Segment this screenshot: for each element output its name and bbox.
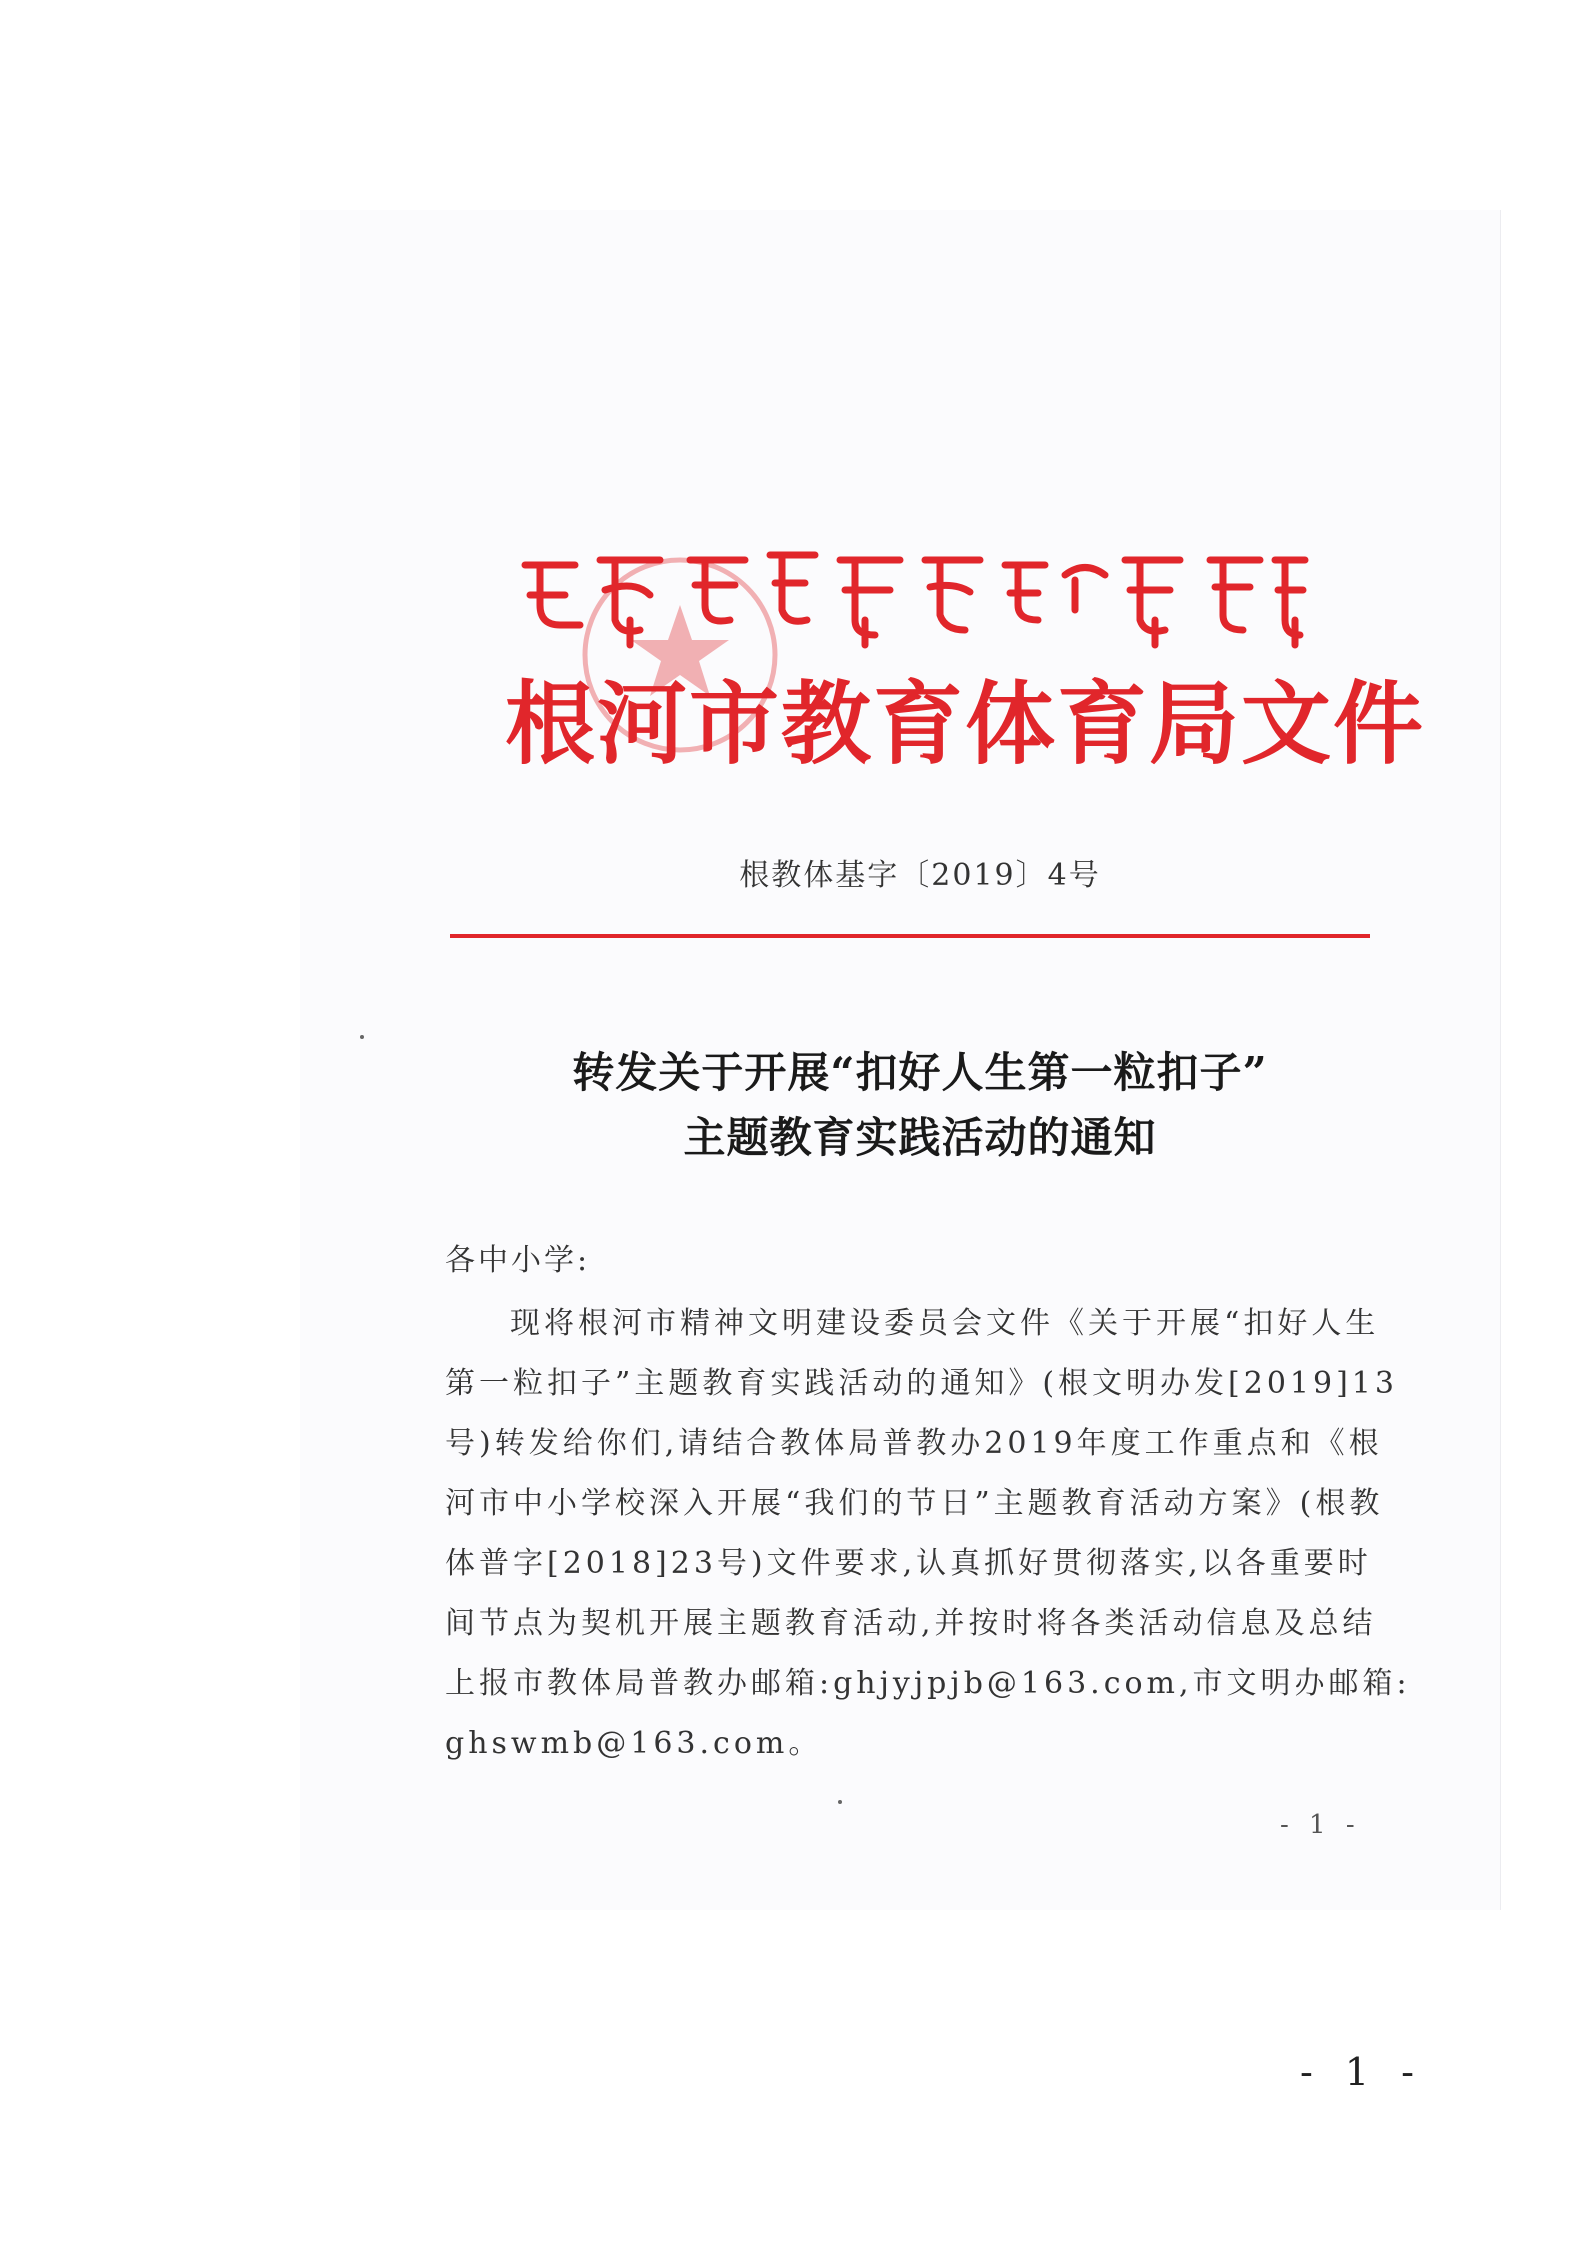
body-line: 现将根河市精神文明建设委员会文件《关于开展“扣好人生 [510,1306,1380,1341]
body-line: 上报市教体局普教办邮箱:ghjyjpjb@163.com,市文明办邮箱: [445,1666,1411,1701]
scan-speck [838,1800,842,1804]
mongolian-script-header [520,545,1310,655]
body-line: 号)转发给你们,请结合教体局普教办2019年度工作重点和《根 [445,1426,1383,1461]
body-line: ghswmb@163.com。 [445,1726,823,1761]
outer-page-number: - 1 - [1300,2050,1425,2094]
document-number: 根教体基字〔2019〕4号 [739,858,1101,893]
body-line: 第一粒扣子”主题教育实践活动的通知》(根文明办发[2019]13 [445,1366,1398,1401]
issuer-title: 根河市教育体育局文件 [505,672,1425,777]
document-title-line-2: 主题教育实践活动的通知 [683,1113,1157,1162]
body-line: 间节点为契机开展主题教育活动,并按时将各类活动信息及总结 [445,1606,1377,1641]
red-divider-line [450,934,1370,938]
salutation: 各中小学: [445,1243,591,1278]
inner-page-number: - 1 - [1280,1810,1361,1840]
body-line: 河市中小学校深入开展“我们的节日”主题教育活动方案》(根教 [445,1486,1384,1521]
body-line: 体普字[2018]23号)文件要求,认真抓好贯彻落实,以各重要时 [445,1546,1372,1581]
document-title-line-1: 转发关于开展“扣好人生第一粒扣子” [572,1048,1268,1097]
scan-speck [360,1035,364,1039]
